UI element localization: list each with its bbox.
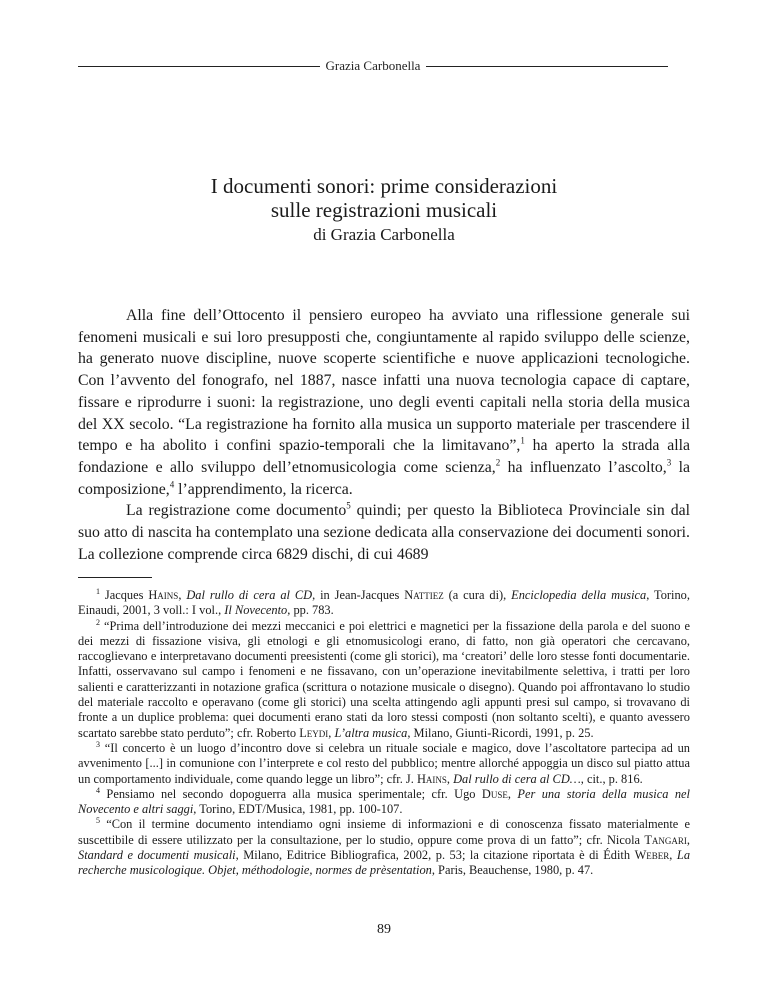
work-title: Il Novecento, [224,603,291,618]
article-title-line-2: sulle registrazioni musicali [270,198,498,222]
author-name: Nattiez [404,588,444,602]
footnote-5 [78,817,690,878]
footnote-3 [78,741,690,787]
footnote-ref-4[interactable]: 4 [169,479,175,490]
footnote-text: , Milano, Editrice Bibliografica, 2002, p. 53; la citazione riportata è di Édith [235,848,635,863]
footnote-text: , Torino, EDT/Musica, 1981, pp. 100-107. [193,802,403,817]
body-text-span: La registrazione come documento [126,502,347,520]
footnote-text: , Torino, Einaudi, 2001, 3 voll.: I vol., [78,588,690,618]
work-title: La recherche musicologique. Objet, méthodologie, normes de prèsentation [78,848,691,878]
body-text-span: quindi; per questo la Biblioteca Provinciale sin dal suo atto di nascita ha contemplato una sezione dedicata alla conservazione dei documenti sonori. La collezione comprende circa 6829 dischi, di cui 4689 [78,502,690,563]
header-author: Grazia Carbonella [325,58,421,73]
author-name: Tangari [644,832,687,847]
running-header [78,58,668,74]
footnote-2 [78,619,690,741]
footnote-text: , [507,786,518,801]
footnote-text: Jacques [100,588,149,602]
author-name: Leydi [299,725,329,740]
footnote-1 [78,588,690,619]
author-name: Hains [416,771,447,786]
page-number: 89 [377,922,391,937]
footnote-text: , [446,771,454,786]
footnote-text: , in Jean-Jacques [312,588,405,602]
author-name: Weber [634,848,670,863]
header-rule-left [78,66,320,67]
work-title: L’altra musica [334,725,408,740]
footnote-ref-1[interactable]: 1 [520,435,525,446]
body-text-span: ha aperto la strada alla fondazione e allo sviluppo dell’etnomusicologia come scienza, [78,437,690,476]
footnote-ref-3[interactable]: 3 [666,457,672,468]
article-title-block [78,174,690,246]
footnote-number: 5 [96,816,100,826]
footnote-ref-2[interactable]: 2 [495,457,501,468]
footnotes [78,588,690,879]
article-title-line-1: I documenti sonori: prime considerazioni [210,174,558,198]
footnote-separator [78,577,152,578]
footnote-number: 2 [96,617,100,627]
author-name: Duse [481,786,508,801]
work-title: Dal rullo di cera al CD… [453,771,581,786]
footnote-text: , [669,848,677,863]
author-name: Hains [148,588,179,602]
footnote-text: , cit., p. 816. [580,771,643,786]
body-text-span: la composizione, [78,458,691,498]
body-text [78,305,690,565]
footnote-text: , Milano, Giunti-Ricordi, 1991, p. 25. [407,725,594,740]
footnote-number: 3 [96,739,100,749]
footnote-text: , Paris, Beauchense, 1980, p. 47. [431,863,594,878]
footnote-ref-5[interactable]: 5 [346,501,351,512]
footnote-number: 4 [96,785,100,795]
work-title: Dal rullo di cera al CD [186,588,313,602]
footnote-number: 1 [96,586,100,596]
footnote-text: “Prima dell’introduzione dei mezzi meccanici e poi elettrici e magnetici per la fissazione della parola e del suono e dei mezzi di fissazione visiva, gli etnologi e gli etnomusicologi erano, di fatto, non già operatori che cercavano, raccoglievano e interpretavano documenti preesistenti (come gli storici), ma ‘creatori’ delle loro stesse fonti documentarie. Infatti, osservavano sul campo i fenomeni e ne fissavano, con un’operazione inevitabilmente selettiva, i tratti per loro salienti e caratterizzanti in notazione grafica (scrittura o notazione musicale o disegno). Quando poi affrontavano lo studio del materiale raccolto e operavano (come gli storici) una scelta attingendo agli appunti presi sul campo, si trovavano di fronte a un duplice problema: quei documenti erano stati da loro stessi composti (non soltanto scelti), e quanto avessero scartato sarebbe stato perduto”; cfr. Roberto [78,618,690,740]
footnote-text: “Con il termine documento intendiamo ogni insieme di informazioni e di conoscenza fissato materialmente e suscettibile di essere utilizzato per la consultazione, per lo studio, oppure come prova di un fatto”; cfr. Nicola [78,817,690,847]
body-text-span: Alla fine dell’Ottocento il pensiero europeo ha avviato una riflessione generale sui fenomeni musicali e sui loro presupposti che, congiuntamente al rapido sviluppo delle scienze, ha generato nuove discipline, nuove scoperte scientifiche e nuove applicazioni tecnologiche. Con l’avvento del fonografo, nel 1887, nasce infatti una nuova tecnologia capace di captare, fissare e riprodurre i suoni: la registrazione, uno degli eventi capitali nella storia della musica del XX secolo. “La registrazione ha fornito alla musica un supporto materiale per trascendere il tempo e ha abolito i confini spazio-temporali che la limitavano”, [78,307,690,455]
footnote-text: (a cura di), [443,588,512,602]
body-paragraph-1 [78,305,690,500]
article-byline: di Grazia Carbonella [313,225,455,244]
footnote-text: “Il concerto è un luogo d’incontro dove si celebra un rituale sociale e magico, dove l’ascoltatore partecipa ad un avvenimento [...] in comunione con l’interprete e col resto del pubblico; mentre allorché appoggia un disco sul piatto attua un comportamento individuale, come quando legge un libro”; cfr. J. [78,740,690,786]
header-rule-right [426,66,668,67]
footnote-4 [78,787,690,818]
work-title: Enciclopedia della musica [511,588,647,602]
body-paragraph-2 [78,500,690,565]
footnote-text: Pensiamo nel secondo dopoguerra alla musica sperimentale; cfr. Ugo [100,786,482,801]
footnote-text: pp. 783. [290,603,334,618]
footnote-text: , [178,588,187,602]
footnote-text: , [328,725,335,740]
footnote-text: , [686,832,690,847]
work-title: Standard e documenti musicali [78,848,236,863]
body-text-span: ha influenzato l’ascolto, [500,458,667,476]
body-text-span: l’apprendimento, la ricerca. [174,480,353,498]
work-title: Per una storia della musica nel Novecento e altri saggi [78,786,690,817]
